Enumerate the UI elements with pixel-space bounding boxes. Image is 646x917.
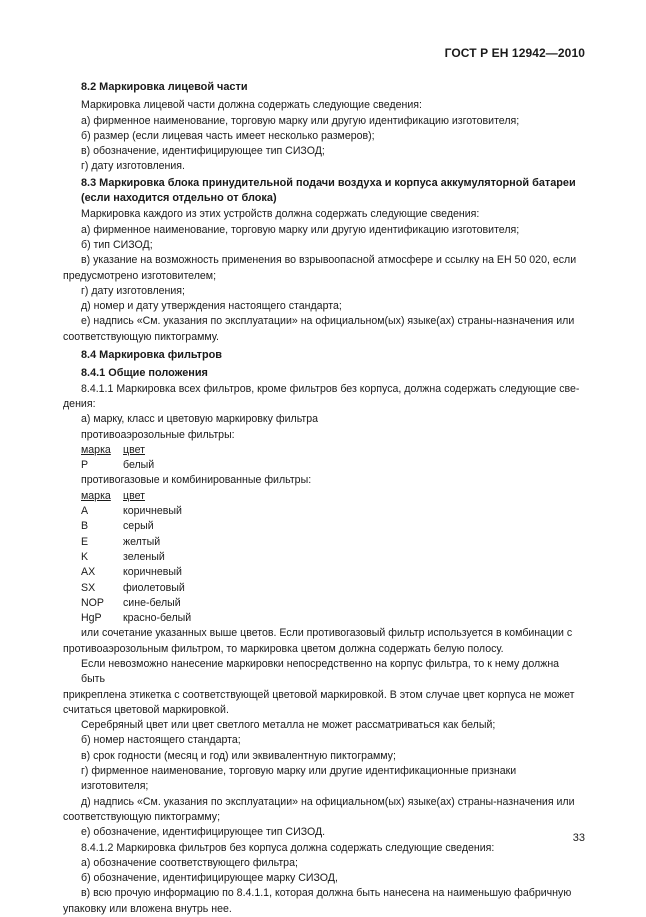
- section-8-4-1-heading: 8.4.1 Общие положения: [81, 367, 208, 380]
- paragraph: 8.4.1.1 Маркировка всех фильтров, кроме фильтров без корпуса, должна содержать следующие све-: [81, 382, 580, 395]
- list-item: б) номер настоящего стандарта;: [81, 734, 241, 747]
- table-cell-mark: A: [81, 505, 89, 518]
- table-header-row: [81, 443, 585, 458]
- section-8-3-heading: [63, 176, 585, 207]
- page-number: 33: [572, 832, 585, 844]
- list-item: г) фирменное наименование, торговую марку или другие идентификационные признаки изготовителя;: [81, 765, 517, 793]
- table-cell-mark: AX: [81, 566, 96, 579]
- paragraph: или сочетание указанных выше цветов. Если противогазовый фильтр используется в комбинации с: [81, 627, 573, 640]
- document-header: ГОСТ Р ЕН 12942—2010: [444, 46, 585, 60]
- table-row: [81, 550, 585, 565]
- list-item: б) тип СИЗОД;: [81, 238, 153, 251]
- table-row: [81, 504, 585, 519]
- table-cell-color: желтый: [123, 535, 161, 548]
- table-cell-color: коричневый: [123, 505, 182, 518]
- table-cell-color: зеленый: [123, 550, 165, 563]
- section-8-3-heading-line1: 8.3 Маркировка блока принудительной подачи воздуха и корпуса аккумуляторной батареи: [81, 176, 576, 189]
- section-8-3-intro: Маркировка каждого из этих устройств должна содержать следующие сведения:: [81, 208, 480, 221]
- list-item: а) марку, класс и цветовую маркировку фильтра: [81, 413, 319, 426]
- table-cell-mark: P: [81, 459, 89, 472]
- list-item: а) фирменное наименование, торговую марку или другую идентификацию изготовителя;: [81, 114, 520, 127]
- list-item-continuation: соответствующую пиктограмму.: [63, 330, 219, 343]
- table-cell-mark: E: [81, 535, 89, 548]
- list-item-continuation: предусмотрено изготовителем;: [63, 269, 217, 282]
- table-cell-mark: K: [81, 550, 89, 563]
- table-cell-mark: NOP: [81, 596, 104, 609]
- list-item: б) обозначение, идентифицирующее марку СИЗОД,: [81, 872, 338, 885]
- section-8-2-heading: 8.2 Маркировка лицевой части: [81, 81, 248, 93]
- section-8-2-intro: Маркировка лицевой части должна содержать следующие сведения:: [81, 99, 422, 112]
- list-item: е) обозначение, идентифицирующее тип СИЗОД.: [81, 826, 326, 839]
- table-row: [81, 535, 585, 550]
- aerosol-filter-table: [63, 443, 585, 474]
- list-item: г) дату изготовления;: [81, 284, 185, 297]
- list-item: д) номер и дату утверждения настоящего стандарта;: [81, 300, 342, 313]
- list-item: в) срок годности (месяц и год) или эквивалентную пиктограмму;: [81, 749, 396, 762]
- gas-filters-label: противогазовые и комбинированные фильтры:: [81, 474, 312, 487]
- list-item: д) надпись «См. указания по эксплуатации» на официальном(ых) языке(ах) страны-назначения или: [81, 795, 575, 808]
- table-row: [81, 519, 585, 534]
- column-header-mark: марка: [81, 489, 111, 502]
- list-item: в) всю прочую информацию по 8.4.1.1, которая должна быть нанесена на наименьшую фабричную: [81, 887, 572, 900]
- section-8-4-heading: 8.4 Маркировка фильтров: [81, 349, 222, 362]
- paragraph: Если невозможно нанесение маркировки непосредственно на корпус фильтра, то к нему должна быть: [81, 657, 560, 686]
- list-item: в) обозначение, идентифицирующее тип СИЗОД;: [81, 145, 325, 158]
- table-cell-color: белый: [123, 459, 155, 472]
- table-cell-mark: B: [81, 520, 89, 533]
- list-item: а) фирменное наименование, торговую марку или другую идентификацию изготовителя;: [81, 223, 520, 236]
- paragraph: 8.4.1.2 Маркировка фильтров без корпуса должна содержать следующие сведения:: [81, 841, 495, 854]
- table-cell-color: красно-белый: [123, 612, 192, 625]
- aerosol-filters-label: противоаэрозольные фильтры:: [81, 428, 235, 441]
- list-item: б) размер (если лицевая часть имеет несколько размеров);: [81, 129, 375, 142]
- paragraph-continuation: противоаэрозольным фильтром, то маркировка цветом должна содержать белую полосу.: [63, 642, 504, 655]
- list-item-continuation: соответствующую пиктограмму;: [63, 810, 221, 823]
- list-item: в) указание на возможность применения во взрывоопасной атмосфере и ссылку на ЕН 50 020, если: [81, 254, 577, 267]
- page-content: [63, 80, 585, 917]
- paragraph-continuation: прикреплена этикетка с соответствующей цветовой маркировкой. В этом случае цвет корпуса не может: [63, 688, 575, 701]
- list-item-continuation: упаковку или вложена внутрь нее.: [63, 902, 232, 915]
- list-item: а) обозначение соответствующего фильтра;: [81, 856, 298, 869]
- gas-filter-table: [63, 489, 585, 627]
- table-cell-color: коричневый: [123, 566, 182, 579]
- list-item: е) надпись «См. указания по эксплуатации» на официальном(ых) языке(ах) страны-назначения или: [81, 315, 575, 328]
- table-cell-color: сине-белый: [123, 596, 181, 609]
- paragraph-continuation: считаться цветовой маркировкой.: [63, 703, 229, 716]
- table-row: [81, 596, 585, 611]
- table-row: [81, 581, 585, 596]
- section-8-3-heading-line2: (если находится отдельно от блока): [81, 192, 277, 205]
- column-header-mark: марка: [81, 443, 111, 456]
- table-cell-mark: SX: [81, 581, 96, 594]
- table-row: [81, 611, 585, 626]
- table-cell-color: фиолетовый: [123, 581, 185, 594]
- table-cell-mark: HgP: [81, 612, 102, 625]
- table-row: [81, 565, 585, 580]
- column-header-color: цвет: [123, 489, 145, 502]
- table-row: [81, 458, 585, 473]
- column-header-color: цвет: [123, 443, 145, 456]
- table-header-row: [81, 489, 585, 504]
- paragraph: Серебряный цвет или цвет светлого металла не может рассматриваться как белый;: [81, 719, 496, 732]
- paragraph-continuation: дения:: [63, 397, 96, 410]
- list-item: г) дату изготовления.: [81, 160, 185, 173]
- table-cell-color: серый: [123, 520, 154, 533]
